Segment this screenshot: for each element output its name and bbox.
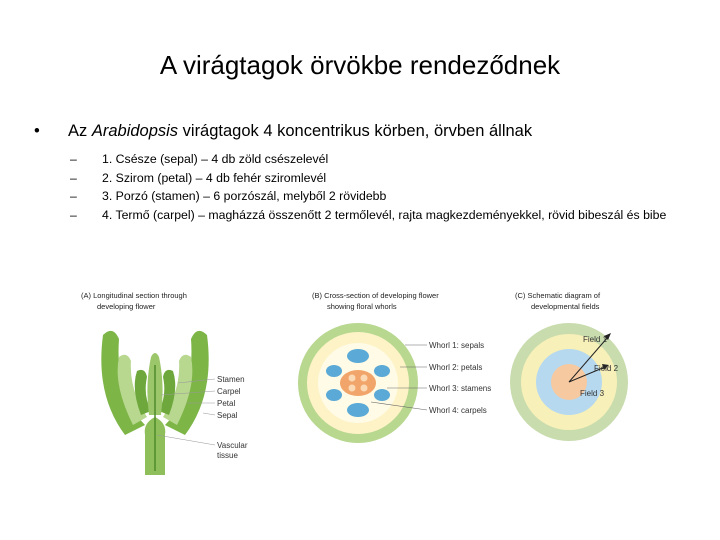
bullet-prefix: Az <box>68 122 92 140</box>
whorl-4-carpels <box>340 370 376 396</box>
stamen-left-top <box>326 365 342 377</box>
panel-a-longitudinal-section <box>81 291 248 475</box>
stamen-right-top <box>374 365 390 377</box>
sub-bullet-stamen <box>70 187 710 206</box>
sub-bullet-carpel <box>70 206 710 225</box>
label-carpel: Carpel <box>217 387 241 396</box>
flower-figure <box>75 285 635 475</box>
panel-b-cross-section <box>298 291 491 443</box>
panel-c-developmental-fields <box>510 291 628 441</box>
label-whorl-2: Whorl 2: petals <box>429 363 483 372</box>
sub-bullet-dash: – <box>70 189 77 203</box>
sub-bullet-list <box>70 150 710 224</box>
panel-c-caption-1: (C) Schematic diagram of <box>515 291 601 300</box>
label-whorl-4: Whorl 4: carpels <box>429 406 487 415</box>
sub-bullet-text: 2. Szirom (petal) – 4 db fehér sziromlevél <box>102 170 327 185</box>
bullet-marker: • <box>34 122 40 140</box>
stamen-top <box>347 349 369 363</box>
sub-bullet-text: 1. Csésze (sepal) – 4 db zöld csészelevél <box>102 152 329 166</box>
sub-bullet-sepal <box>70 150 710 169</box>
label-stamen: Stamen <box>217 375 245 384</box>
label-field-3: Field 3 <box>580 389 605 398</box>
stamen-right-bottom <box>374 389 390 401</box>
stamen-left-bottom <box>326 389 342 401</box>
label-sepal: Sepal <box>217 411 238 420</box>
sub-bullet-dash: – <box>70 152 77 166</box>
sub-bullet-dash: – <box>70 207 77 222</box>
sub-bullet-petal <box>70 169 710 188</box>
label-whorl-1: Whorl 1: sepals <box>429 341 485 350</box>
sub-bullet-text: 3. Porzó (stamen) – 6 porzószál, melyből 2 rövidebb <box>102 189 387 203</box>
panel-a-caption-1: (A) Longitudinal section through <box>81 291 187 300</box>
panel-c-caption-2: developmental fields <box>531 302 600 311</box>
main-bullet <box>34 122 532 141</box>
sub-bullet-text: 4. Termő (carpel) – magházzá összenőtt 2 termőlevél, rajta magkezdeményekkel, rövid bibeszál és bibe <box>102 207 667 222</box>
label-field-1: Field 1 <box>583 335 608 344</box>
bullet-suffix: virágtagok 4 koncentrikus körben, örvben állnak <box>178 122 533 140</box>
label-whorl-3: Whorl 3: stamens <box>429 384 492 393</box>
sub-bullet-dash: – <box>70 170 77 185</box>
label-field-2: Field 2 <box>594 364 619 373</box>
slide-title: A virágtagok örvökbe rendeződnek <box>159 50 561 80</box>
panel-a-caption-2: developing flower <box>97 302 156 311</box>
flower-figure-svg <box>75 285 635 475</box>
label-vascular: Vascular <box>217 441 248 450</box>
bullet-italic-term: Arabidopsis <box>91 122 179 140</box>
stamen-bottom <box>347 403 369 417</box>
label-petal: Petal <box>217 399 236 408</box>
panel-b-caption-2: showing floral whorls <box>327 302 397 311</box>
panel-b-caption-1: (B) Cross-section of developing flower <box>312 291 439 300</box>
label-tissue: tissue <box>217 451 238 460</box>
